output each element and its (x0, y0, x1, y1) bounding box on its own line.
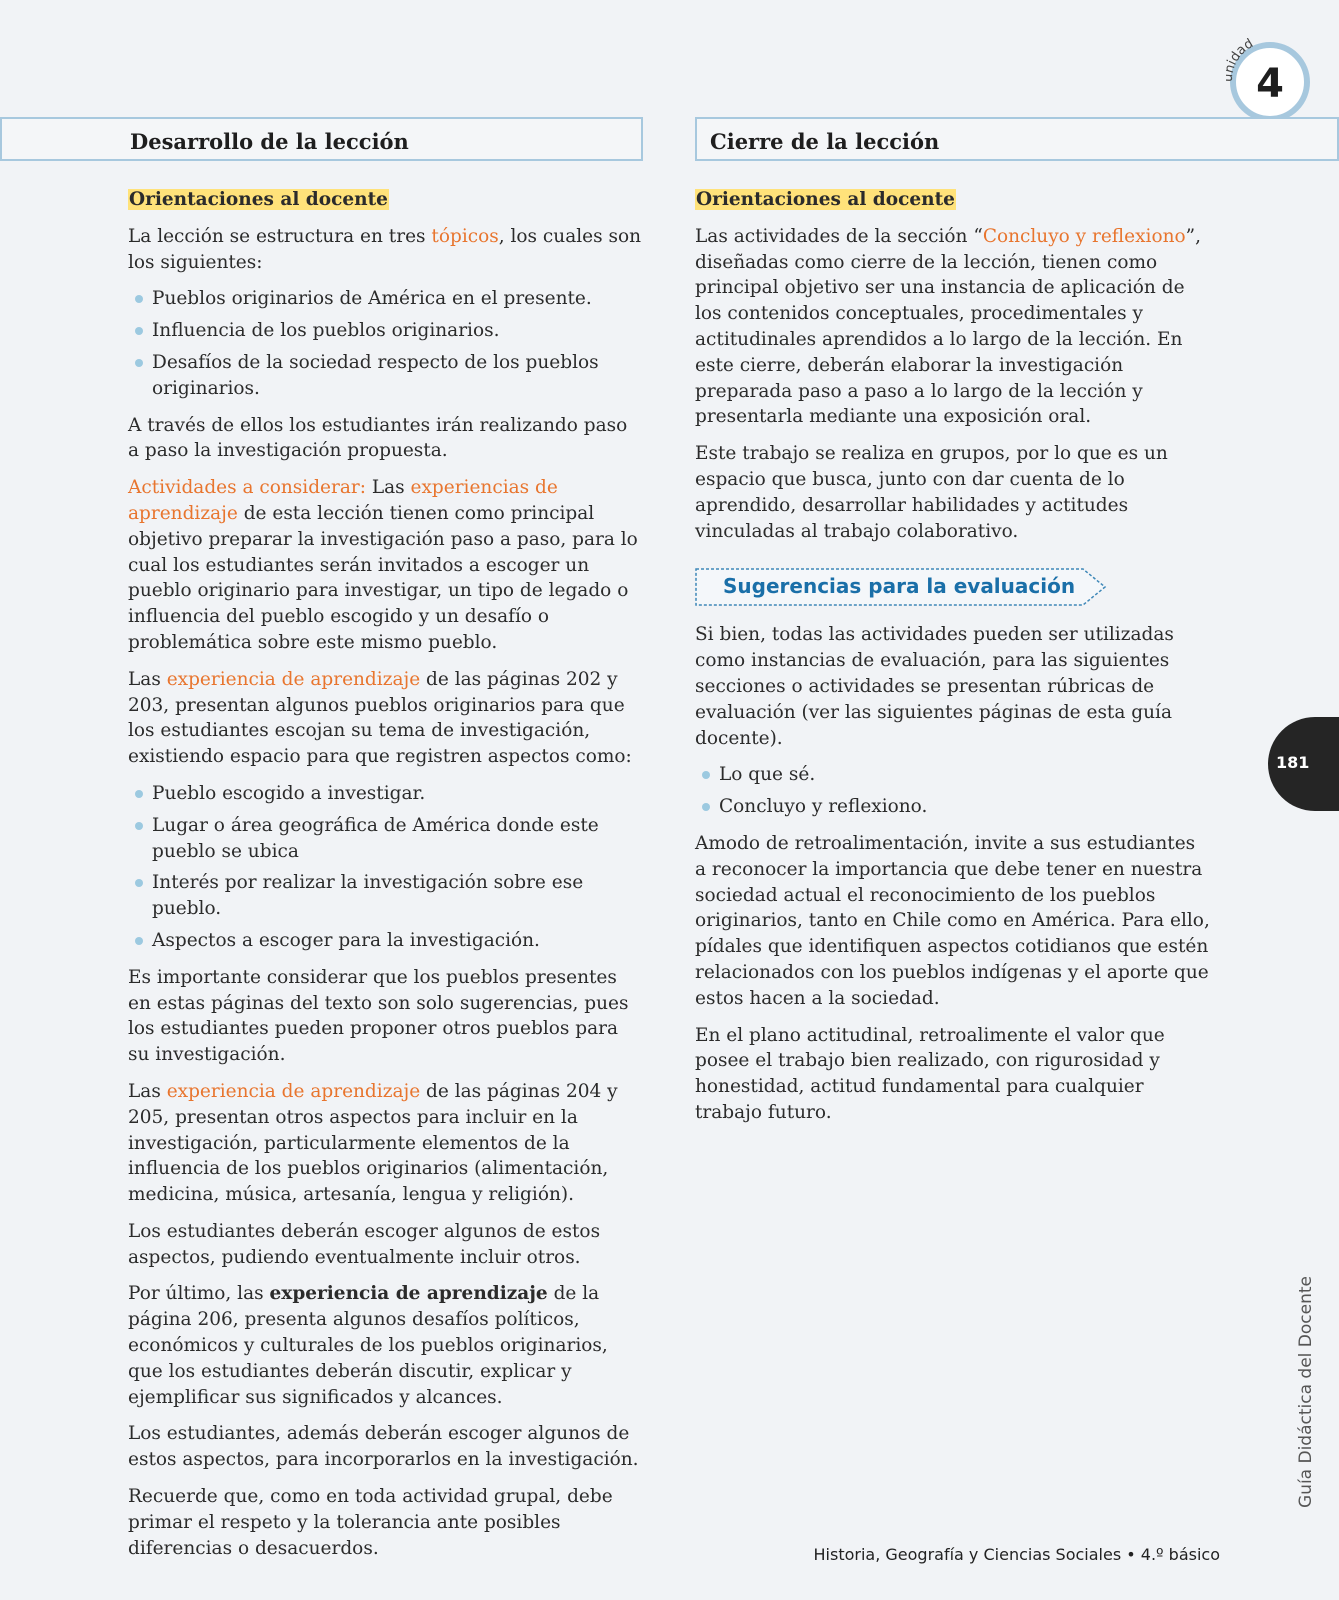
left-p6: Las experiencia de aprendizaje de las páginas 204 y 205, presentan otros aspectos para incluir en la investigación, particularmente elementos de la influencia de los pueblos originarios (alimentación, medicina, música, artesanía, lengua y religión). (128, 1080, 618, 1206)
unit-badge (1226, 38, 1316, 128)
left-column (128, 187, 643, 1572)
list-item: Desafíos de la sociedad respecto de los pueblos originarios. (128, 350, 643, 402)
left-p5: Es importante considerar que los pueblos presentes en estas páginas del texto son solo sugerencias, pues los estudiantes pueden proponer otros pueblos para su investigación. (128, 966, 629, 1066)
right-p4: Amodo de retroalimentación, invite a sus estudiantes a reconocer la importancia que debe tener en nuestra sociedad actual el reconocimiento de los pueblos originarios, tanto en Chile como en América. Para ello, pídales que identifiquen aspectos cotidianos que estén relacionados con los pueblos indígenas y el aporte que estos hacen a la sociedad. (695, 832, 1210, 1009)
left-topic-list (128, 286, 643, 401)
left-p2: A través de ellos los estudiantes irán realizando paso a paso la investigación propuesta. (128, 414, 628, 462)
left-p8: Por último, las experiencia de aprendizaje de la página 206, presenta algunos desafíos políticos, económicos y culturales de los pueblos originarios, que los estudiantes deberán discutir, explicar y ejemplificar sus significados y alcances. (128, 1283, 608, 1408)
left-p1: La lección se estructura en tres tópicos, los cuales son los siguientes: (128, 225, 642, 273)
left-p9: Los estudiantes, además deberán escoger algunos de estos aspectos, para incorporarlos en la investigación. (128, 1423, 639, 1471)
list-item: Pueblo escogido a investigar. (128, 781, 643, 807)
right-section-title: Cierre de la lección (710, 129, 940, 154)
list-item: Lo que sé. (695, 762, 1210, 788)
evaluation-suggestions-banner (695, 566, 1105, 608)
side-label: Guía Didáctica del Docente (1296, 1276, 1316, 1508)
list-item: Aspectos a escoger para la investigación. (128, 928, 643, 954)
right-p3: Si bien, todas las actividades pueden ser utilizadas como instancias de evaluación, para las siguientes secciones o actividades se presentan rúbricas de evaluación (ver las siguientes páginas de esta guía docente). (695, 624, 1174, 749)
left-p10: Recuerde que, como en toda actividad grupal, debe primar el respeto y la tolerancia ante posibles diferencias o desacuerdos. (128, 1486, 613, 1559)
right-p1: Las actividades de la sección “Concluyo y reflexiono”, diseñadas como cierre de la lección, tienen como principal objetivo ser una instancia de aplicación de los contenidos conceptuales, procedimentales y actitudinales aprendidos a lo largo de la lección. En este cierre, deberán elaborar la investigación preparada paso a paso a lo largo de la lección y presentarla mediante una exposición oral. (695, 225, 1201, 428)
evaluation-suggestions-title: Sugerencias para la evaluación (723, 574, 1076, 599)
list-item: Pueblos originarios de América en el presente. (128, 286, 643, 312)
left-p4: Las experiencia de aprendizaje de las páginas 202 y 203, presentan algunos pueblos originarios para que los estudiantes escojan su tema de investigación, existiendo espacio para que registren aspectos como: (128, 668, 632, 768)
left-aspects-list (128, 781, 643, 954)
right-orient-label: Orientaciones al docente (696, 189, 955, 210)
left-p3: Actividades a considerar: Las experiencias de aprendizaje de esta lección tienen como principal objetivo preparar la investigación paso a paso, para lo cual los estudiantes serán invitados a escoger un pueblo originario para investigar, un tipo de legado o influencia del pueblo escogido y un desafío o problemática sobre este mismo pueblo. (128, 477, 638, 653)
right-p2: Este trabajo se realiza en grupos, por lo que es un espacio que busca, junto con dar cuenta de lo aprendido, desarrollar habilidades y actitudes vinculadas al trabajo colaborativo. (695, 443, 1168, 542)
right-eval-list (695, 762, 1210, 820)
list-item: Concluyo y reflexiono. (695, 794, 1210, 820)
right-column (695, 187, 1210, 1137)
left-section-title: Desarrollo de la lección (130, 129, 409, 154)
list-item: Lugar o área geográfica de América donde este pueblo se ubica (128, 813, 643, 865)
left-orient-label: Orientaciones al docente (129, 189, 388, 210)
left-p7: Los estudiantes deberán escoger algunos de estos aspectos, pudiendo eventualmente incluir otros. (128, 1220, 601, 1268)
page-number-tab (1268, 717, 1339, 811)
left-section-header (0, 117, 643, 161)
page-number: 181 (1276, 753, 1310, 772)
unit-number: 4 (1256, 61, 1284, 107)
right-p5: En el plano actitudinal, retroalimente el valor que posee el trabajo bien realizado, con rigurosidad y honestidad, actitud fundamental para cualquier trabajo futuro. (695, 1024, 1165, 1123)
right-section-header (695, 117, 1339, 161)
unit-circle (1226, 38, 1316, 128)
list-item: Influencia de los pueblos originarios. (128, 318, 643, 344)
unit-label: idad (1226, 38, 1256, 68)
page-footer: Historia, Geografía y Ciencias Sociales • 4.º básico (813, 1545, 1220, 1564)
list-item: Interés por realizar la investigación sobre ese pueblo. (128, 870, 643, 922)
